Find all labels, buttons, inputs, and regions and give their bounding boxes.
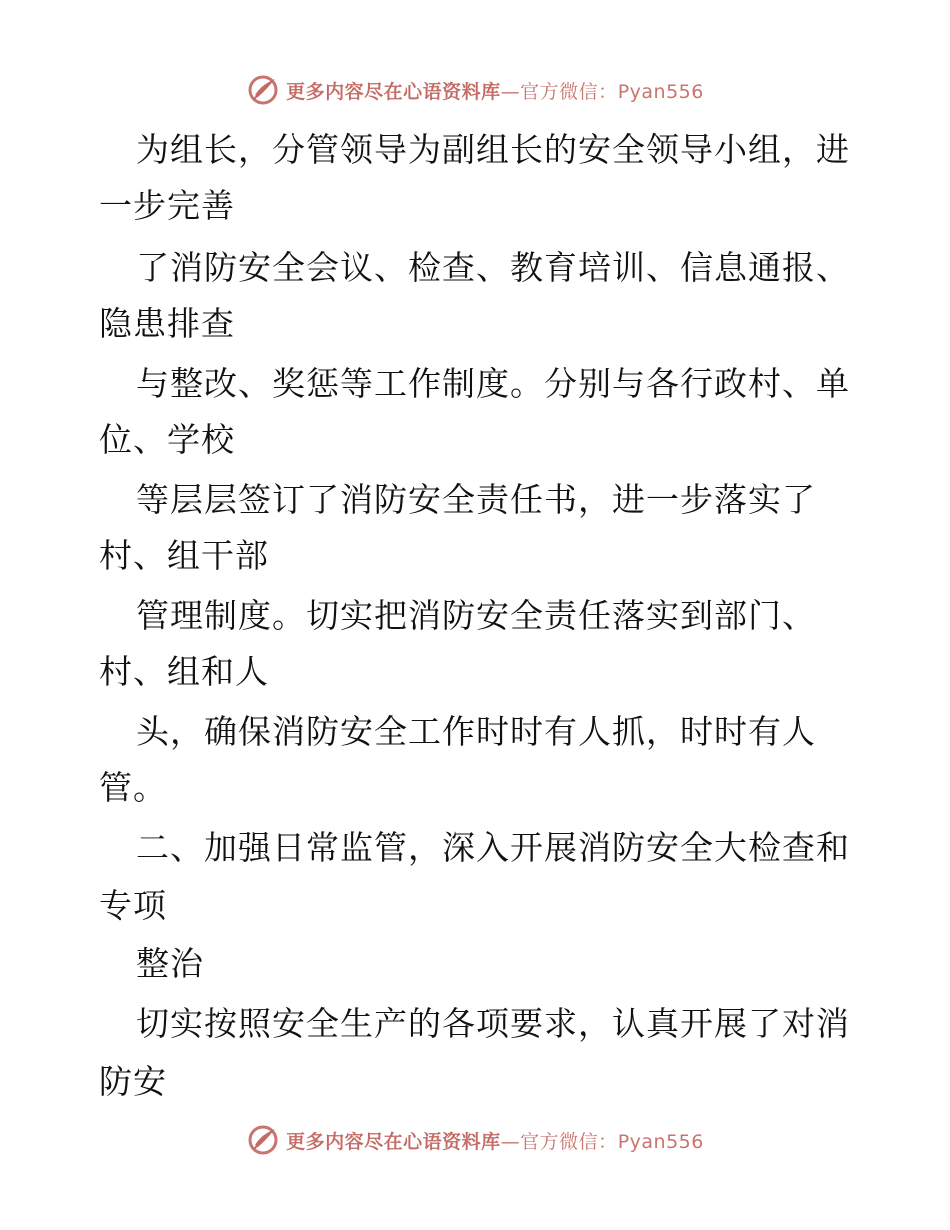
watermark-dash: — bbox=[500, 1130, 521, 1153]
paragraph-line: 隐患排查 bbox=[99, 304, 235, 343]
paragraph-line: 与整改、奖惩等工作制度。分别与各行政村、单 bbox=[136, 364, 850, 403]
paragraph-line: 二、加强日常监管，深入开展消防安全大检查和 bbox=[136, 828, 850, 867]
paragraph-line: 头，确保消防安全工作时时有人抓，时时有人 bbox=[136, 712, 816, 751]
paragraph-line: 位、学校 bbox=[99, 420, 235, 459]
footer-watermark bbox=[0, 1120, 950, 1160]
quill-seal-icon bbox=[246, 73, 280, 107]
paragraph-line: 村、组和人 bbox=[99, 652, 269, 691]
watermark-official-label: 官方微信： bbox=[520, 80, 618, 103]
paragraph-line: 整治 bbox=[136, 944, 204, 983]
paragraph-line: 防安 bbox=[99, 1062, 167, 1101]
watermark-main-text: 更多内容尽在心语资料库 bbox=[286, 1130, 501, 1153]
watermark-text bbox=[286, 1127, 704, 1154]
paragraph-line: 村、组干部 bbox=[99, 536, 269, 575]
quill-seal-icon bbox=[246, 1123, 280, 1157]
paragraph-line: 管理制度。切实把消防安全责任落实到部门、 bbox=[136, 596, 816, 635]
watermark-dash: — bbox=[500, 80, 521, 103]
watermark-official-label: 官方微信： bbox=[520, 1130, 618, 1153]
header-watermark bbox=[0, 70, 950, 110]
paragraph-line: 为组长，分管领导为副组长的安全领导小组，进 bbox=[136, 130, 850, 169]
paragraph-line: 了消防安全会议、检查、教育培训、信息通报、 bbox=[136, 248, 850, 287]
watermark-main-text: 更多内容尽在心语资料库 bbox=[286, 80, 501, 103]
paragraph-line: 切实按照安全生产的各项要求，认真开展了对消 bbox=[136, 1004, 850, 1043]
paragraph-line: 等层层签订了消防安全责任书，进一步落实了 bbox=[136, 480, 816, 519]
paragraph-line: 一步完善 bbox=[99, 186, 235, 225]
watermark-id: Pyan556 bbox=[617, 80, 704, 103]
watermark-id: Pyan556 bbox=[617, 1130, 704, 1153]
paragraph-line: 管。 bbox=[99, 768, 167, 807]
paragraph-line: 专项 bbox=[99, 886, 167, 925]
watermark-text bbox=[286, 77, 704, 104]
